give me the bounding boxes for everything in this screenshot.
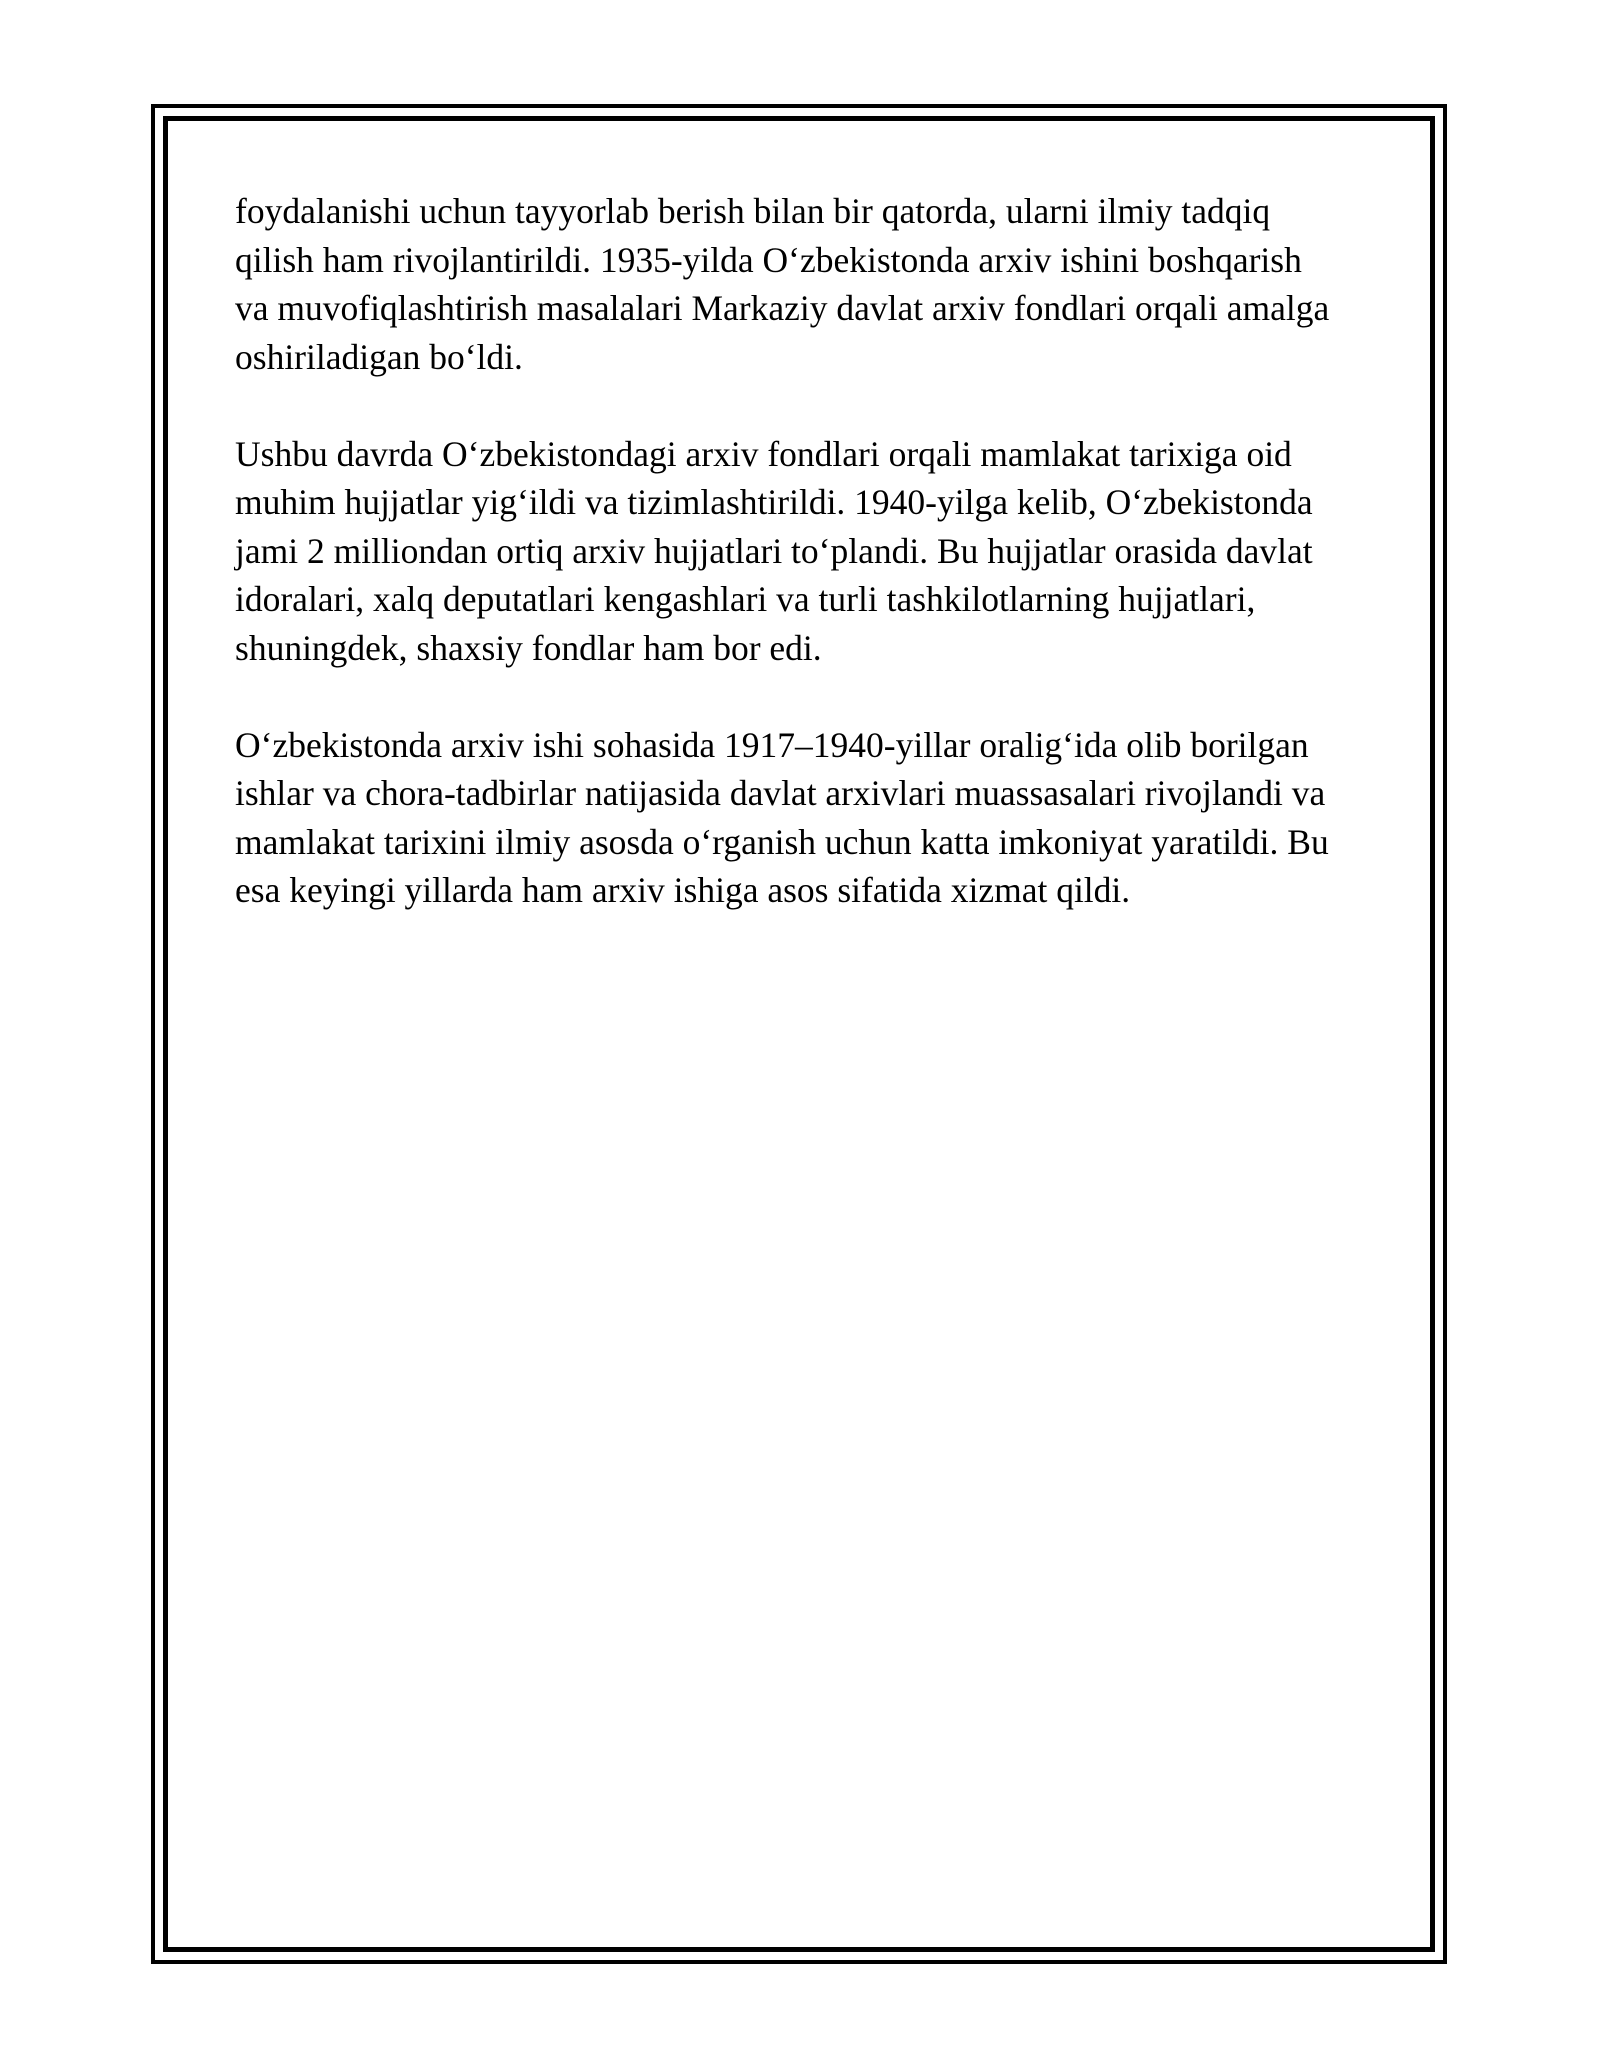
paragraph-1: foydalanishi uchun tayyorlab berish bilan bir qatorda, ularni ilmiy tadqiq qilish ham rivojlantirildi. 1935-yilda O‘zbekistonda arxiv ishini boshqarish va muvofiqlashtirish masalalari Markaziy davlat arxiv fondlari orqali amalga oshiriladigan bo‘ldi.: [235, 191, 1330, 377]
document-body: [235, 187, 1365, 963]
paragraph-2: Ushbu davrda O‘zbekistondagi arxiv fondlari orqali mamlakat tarixiga oid muhim hujjatlar yig‘ildi va tizimlashtirildi. 1940-yilga kelib, O‘zbekistonda jami 2 milliondan ortiq arxiv hujjatlari to‘plandi. Bu hujjatlar orasida davlat idoralari, xalq deputatlari kengashlari va turli tashkilotlarning hujjatlari, shuningdek, shaxsiy fondlar ham bor edi.: [235, 433, 1313, 668]
paragraph-3: O‘zbekistonda arxiv ishi sohasida 1917–1940-yillar oralig‘ida olib borilgan ishlar va chora-tadbirlar natijasida davlat arxivlari muassasalari rivojlandi va mamlakat tarixini ilmiy asosda o‘rganish uchun katta imkoniyat yaratildi. Bu esa keyingi yillarda ham arxiv ishiga asos sifatida xizmat qildi.: [235, 724, 1329, 910]
